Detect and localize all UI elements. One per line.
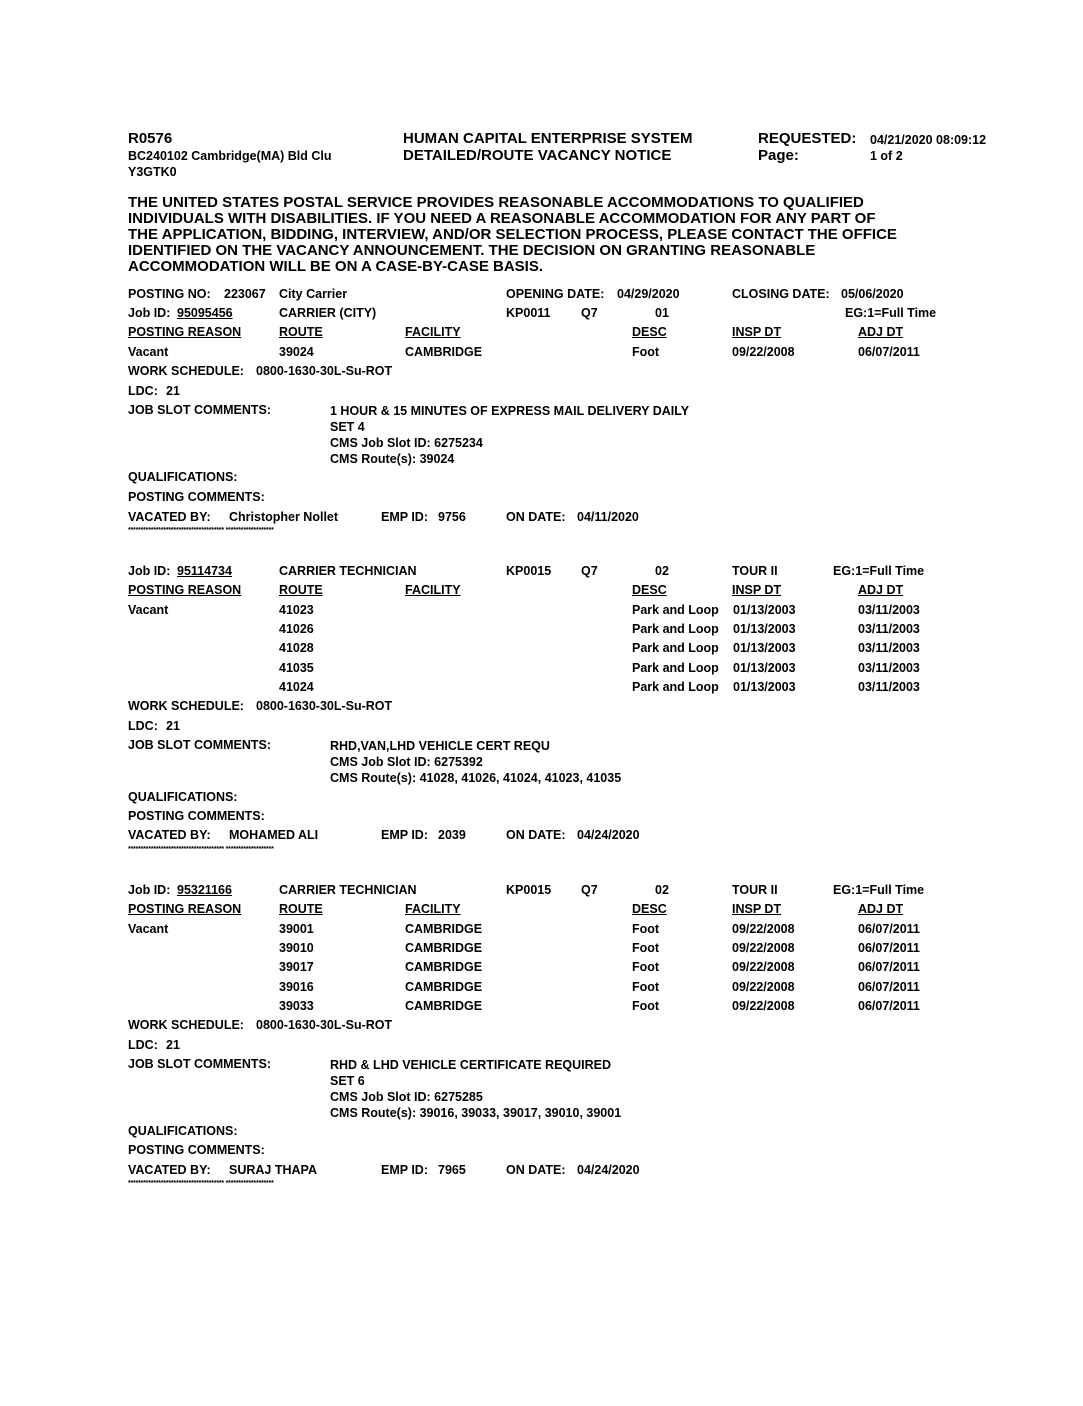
ldc-value: 21 [166, 384, 180, 398]
header-posting-reason: POSTING REASON [128, 902, 242, 916]
accommodation-notice [128, 195, 1008, 275]
desc-cell: Park and Loop [632, 603, 719, 617]
vacated-by-label: VACATED BY: [128, 510, 211, 524]
code-line: Y3GTK0 [128, 165, 177, 179]
vacated-by-label: VACATED BY: [128, 828, 211, 842]
adj-dt-cell: 03/11/2003 [858, 680, 920, 694]
ldc-label: LDC: [128, 384, 158, 398]
ldc-label: LDC: [128, 1038, 158, 1052]
vacated-by: SURAJ THAPA [229, 1163, 317, 1177]
insp-dt-cell: 01/13/2003 [733, 603, 796, 617]
route-cell: 41035 [279, 661, 314, 675]
page-label: Page: [758, 147, 799, 164]
work-schedule-label: WORK SCHEDULE: [128, 364, 244, 378]
desc-cell: Foot [632, 980, 660, 994]
job-id-label: Job ID: [128, 306, 171, 320]
posting-reason: Vacant [128, 345, 169, 359]
job-id: 95114734 [177, 564, 232, 578]
step: 02 [655, 883, 669, 897]
on-date: 04/24/2020 [577, 1163, 640, 1177]
separator: ************************************** ******************* [128, 1180, 274, 1187]
work-schedule-label: WORK SCHEDULE: [128, 699, 244, 713]
adj-dt-cell: 03/11/2003 [858, 661, 920, 675]
kp-code: KP0015 [506, 564, 552, 578]
requested-value: 04/21/2020 08:09:12 [870, 133, 987, 147]
posting-comments-label: POSTING COMMENTS: [128, 809, 265, 823]
header-adj-dt: ADJ DT [858, 325, 904, 339]
job-slot-comments-label: JOB SLOT COMMENTS: [128, 738, 272, 752]
adj-dt-cell: 06/07/2011 [858, 960, 920, 974]
insp-dt-cell: 01/13/2003 [733, 641, 796, 655]
ldc-label: LDC: [128, 719, 158, 733]
comment-line: SET 4 [330, 420, 365, 434]
desc-cell: Foot [632, 999, 660, 1013]
employment-group: EG:1=Full Time [845, 306, 937, 320]
qualifications-label: QUALIFICATIONS: [128, 790, 238, 804]
comment-line: CMS Route(s): 39024 [330, 452, 455, 466]
posting-reason: Vacant [128, 603, 169, 617]
route-cell: 41023 [279, 603, 314, 617]
header-posting-reason: POSTING REASON [128, 325, 242, 339]
header-desc: DESC [632, 583, 667, 597]
insp-dt-cell: 09/22/2008 [732, 960, 795, 974]
insp-dt-cell: 09/22/2008 [732, 941, 795, 955]
posting-comments-label: POSTING COMMENTS: [128, 490, 265, 504]
on-date-label: ON DATE: [506, 828, 566, 842]
comment-line: 1 HOUR & 15 MINUTES OF EXPRESS MAIL DELIVERY DAILY [330, 404, 690, 418]
opening-date-label: OPENING DATE: [506, 287, 605, 301]
desc-cell: Park and Loop [632, 641, 719, 655]
work-schedule-label: WORK SCHEDULE: [128, 1018, 244, 1032]
route-cell: 41024 [279, 680, 314, 694]
grade: Q7 [581, 883, 598, 897]
header-desc: DESC [632, 325, 667, 339]
posting-type: City Carrier [279, 287, 348, 301]
job-block [0, 883, 1083, 1213]
job-slot-comments [330, 1057, 621, 1121]
adj-dt-cell: 06/07/2011 [858, 941, 920, 955]
closing-date-label: CLOSING DATE: [732, 287, 830, 301]
notice-line: ACCOMMODATION WILL BE ON A CASE-BY-CASE BASIS. [128, 258, 544, 275]
facility-cell: CAMBRIDGE [405, 999, 483, 1013]
comment-line: CMS Route(s): 41028, 41026, 41024, 41023, 41035 [330, 771, 622, 785]
posting-no: 223067 [224, 287, 266, 301]
header-route: ROUTE [279, 325, 323, 339]
desc-cell: Park and Loop [632, 680, 719, 694]
adj-dt-cell: 06/07/2011 [858, 999, 920, 1013]
job-id-label: Job ID: [128, 564, 171, 578]
header-facility: FACILITY [405, 583, 461, 597]
desc-cell: Foot [632, 922, 660, 936]
header-facility: FACILITY [405, 902, 461, 916]
desc-cell: Foot [632, 345, 660, 359]
insp-dt-cell: 01/13/2003 [733, 661, 796, 675]
separator: ************************************** ******************* [128, 846, 274, 853]
facility-cell: CAMBRIDGE [405, 960, 483, 974]
job-title: CARRIER (CITY) [279, 306, 377, 320]
step: 02 [655, 564, 669, 578]
qualifications-label: QUALIFICATIONS: [128, 470, 238, 484]
notice-line: THE UNITED STATES POSTAL SERVICE PROVIDES REASONABLE ACCOMMODATIONS TO QUALIFIED [128, 194, 864, 211]
office-line: BC240102 Cambridge(MA) Bld Clu [128, 149, 332, 163]
job-id: 95095456 [177, 306, 233, 320]
posting-reason: Vacant [128, 922, 169, 936]
vacated-by: MOHAMED ALI [229, 828, 319, 842]
insp-dt-cell: 01/13/2003 [733, 680, 796, 694]
job-slot-comments-label: JOB SLOT COMMENTS: [128, 1057, 272, 1071]
adj-dt-cell: 03/11/2003 [858, 603, 920, 617]
comment-line: SET 6 [330, 1074, 365, 1088]
adj-dt-cell: 06/07/2011 [858, 980, 920, 994]
desc-cell: Foot [632, 960, 660, 974]
emp-id: 9756 [438, 510, 466, 524]
desc-cell: Park and Loop [632, 622, 719, 636]
job-slot-comments [330, 403, 689, 467]
qualifications-label: QUALIFICATIONS: [128, 1124, 238, 1138]
work-schedule: 0800-1630-30L-Su-ROT [256, 364, 393, 378]
emp-id-label: EMP ID: [381, 510, 428, 524]
comment-line: CMS Route(s): 39016, 39033, 39017, 39010, 39001 [330, 1106, 622, 1120]
route-cell: 39001 [279, 922, 314, 936]
facility-cell: CAMBRIDGE [405, 980, 483, 994]
insp-dt-cell: 09/22/2008 [732, 980, 795, 994]
requested-label: REQUESTED: [758, 130, 857, 147]
employment-group: EG:1=Full Time [833, 883, 925, 897]
posting-comments-label: POSTING COMMENTS: [128, 1143, 265, 1157]
header-facility: FACILITY [405, 325, 461, 339]
closing-date: 05/06/2020 [841, 287, 904, 301]
facility-cell: CAMBRIDGE [405, 922, 483, 936]
job-title: CARRIER TECHNICIAN [279, 883, 417, 897]
comment-line: RHD,VAN,LHD VEHICLE CERT REQU [330, 739, 550, 753]
on-date-label: ON DATE: [506, 1163, 566, 1177]
job-id-label: Job ID: [128, 883, 171, 897]
route-cell: 39033 [279, 999, 314, 1013]
emp-id-label: EMP ID: [381, 828, 428, 842]
kp-code: KP0011 [506, 306, 551, 320]
adj-dt-cell: 06/07/2011 [858, 922, 920, 936]
insp-dt-cell: 09/22/2008 [732, 999, 795, 1013]
comment-line: CMS Job Slot ID: 6275285 [330, 1090, 483, 1104]
route-cell: 39024 [279, 345, 314, 359]
job-block [0, 564, 1083, 894]
kp-code: KP0015 [506, 883, 552, 897]
comment-line: CMS Job Slot ID: 6275234 [330, 436, 483, 450]
separator: ************************************** ******************* [128, 527, 274, 534]
facility-cell: CAMBRIDGE [405, 345, 483, 359]
on-date-label: ON DATE: [506, 510, 566, 524]
header-route: ROUTE [279, 583, 323, 597]
route-cell: 39016 [279, 980, 314, 994]
opening-date: 04/29/2020 [617, 287, 680, 301]
on-date: 04/11/2020 [577, 510, 639, 524]
job-slot-comments [330, 738, 621, 786]
notice-title: DETAILED/ROUTE VACANCY NOTICE [403, 147, 672, 164]
comment-line: RHD & LHD VEHICLE CERTIFICATE REQUIRED [330, 1058, 612, 1072]
header-posting-reason: POSTING REASON [128, 583, 242, 597]
route-cell: 41026 [279, 622, 314, 636]
emp-id-label: EMP ID: [381, 1163, 428, 1177]
notice-line: THE APPLICATION, BIDDING, INTERVIEW, AND/OR SELECTION PROCESS, PLEASE CONTACT THE OFFICE [128, 226, 897, 243]
adj-dt-cell: 06/07/2011 [858, 345, 920, 359]
posting-no-label: POSTING NO: [128, 287, 211, 301]
insp-dt-cell: 01/13/2003 [733, 622, 796, 636]
notice-line: INDIVIDUALS WITH DISABILITIES. IF YOU NEED A REASONABLE ACCOMMODATION FOR ANY PART OF [128, 210, 876, 227]
work-schedule: 0800-1630-30L-Su-ROT [256, 1018, 393, 1032]
employment-group: EG:1=Full Time [833, 564, 925, 578]
header-insp-dt: INSP DT [732, 583, 782, 597]
comment-line: CMS Job Slot ID: 6275392 [330, 755, 483, 769]
vacated-by-label: VACATED BY: [128, 1163, 211, 1177]
tour: TOUR II [732, 564, 778, 578]
emp-id: 2039 [438, 828, 466, 842]
ldc-value: 21 [166, 1038, 180, 1052]
insp-dt-cell: 09/22/2008 [732, 922, 795, 936]
facility-cell: CAMBRIDGE [405, 941, 483, 955]
job-id: 95321166 [177, 883, 232, 897]
emp-id: 7965 [438, 1163, 466, 1177]
header-adj-dt: ADJ DT [858, 902, 904, 916]
desc-cell: Park and Loop [632, 661, 719, 675]
route-cell: 41028 [279, 641, 314, 655]
grade: Q7 [581, 306, 598, 320]
insp-dt-cell: 09/22/2008 [732, 345, 795, 359]
header-route: ROUTE [279, 902, 323, 916]
header-insp-dt: INSP DT [732, 902, 782, 916]
vacated-by: Christopher Nollet [229, 510, 339, 524]
page-number: 1 of 2 [870, 149, 903, 163]
job-slot-comments-label: JOB SLOT COMMENTS: [128, 403, 272, 417]
step: 01 [655, 306, 669, 320]
report-id: R0576 [128, 130, 173, 147]
grade: Q7 [581, 564, 598, 578]
work-schedule: 0800-1630-30L-Su-ROT [256, 699, 393, 713]
job-title: CARRIER TECHNICIAN [279, 564, 417, 578]
system-title: HUMAN CAPITAL ENTERPRISE SYSTEM [403, 130, 693, 147]
header-desc: DESC [632, 902, 667, 916]
adj-dt-cell: 03/11/2003 [858, 622, 920, 636]
ldc-value: 21 [166, 719, 180, 733]
desc-cell: Foot [632, 941, 660, 955]
header-insp-dt: INSP DT [732, 325, 782, 339]
adj-dt-cell: 03/11/2003 [858, 641, 920, 655]
tour: TOUR II [732, 883, 778, 897]
notice-line: IDENTIFIED ON THE VACANCY ANNOUNCEMENT. THE DECISION ON GRANTING REASONABLE [128, 242, 816, 259]
header-adj-dt: ADJ DT [858, 583, 904, 597]
route-cell: 39017 [279, 960, 314, 974]
on-date: 04/24/2020 [577, 828, 640, 842]
route-cell: 39010 [279, 941, 314, 955]
